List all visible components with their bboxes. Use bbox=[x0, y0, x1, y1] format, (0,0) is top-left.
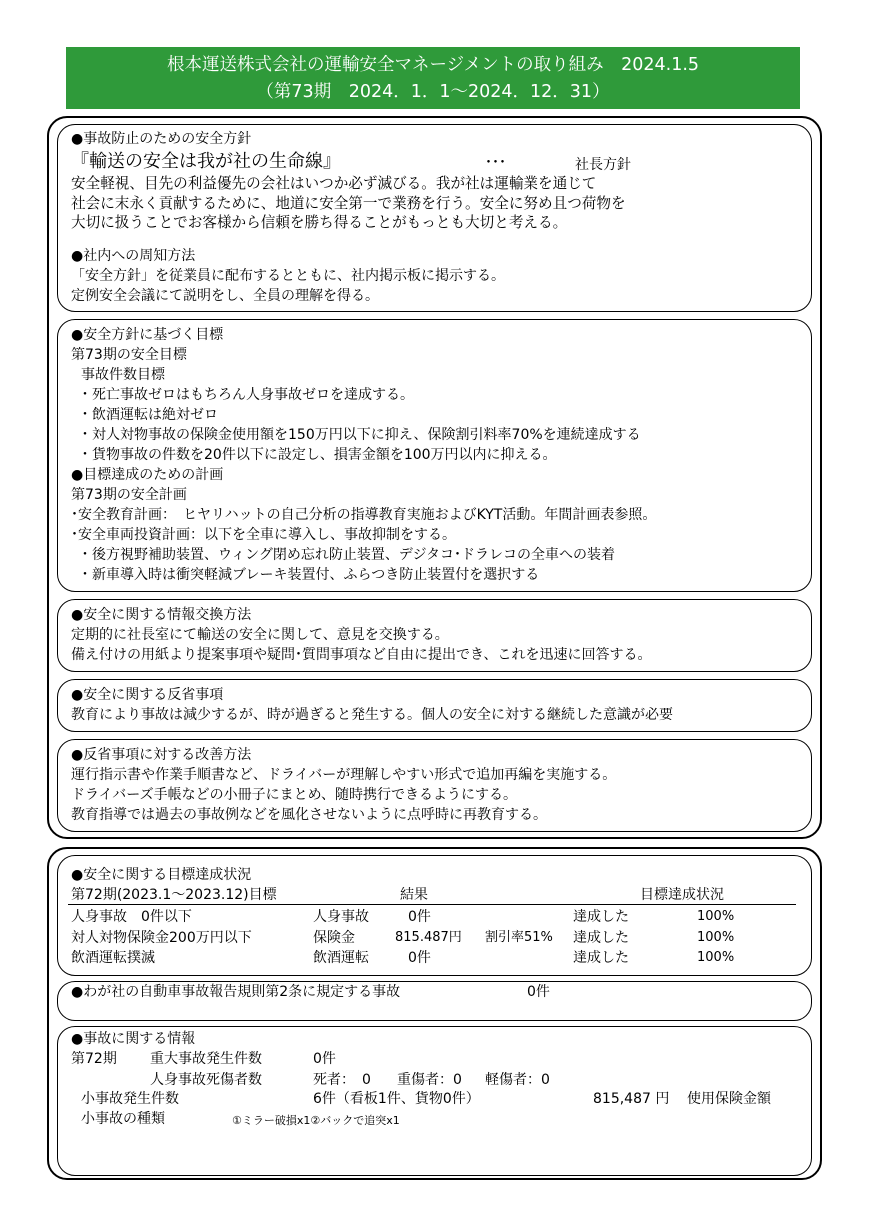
col-goal: 第72期(2023.1～2023.12)目標 bbox=[71, 887, 277, 903]
notify-line: 定例安全会議にて説明をし、全員の理解を得る。 bbox=[71, 288, 379, 304]
accident-period: 第72期 bbox=[71, 1051, 117, 1067]
casualty-label: 人身事故死傷者数 bbox=[150, 1072, 262, 1088]
row-pct: 100% bbox=[697, 950, 735, 965]
type-value: ①ミラー破損x1②バックで追突x1 bbox=[232, 1114, 400, 1127]
row-status: 達成した bbox=[573, 909, 629, 925]
row-status: 達成した bbox=[573, 930, 629, 946]
policy-line: 社会に末永く貢献するために、地道に安全第一で業務を行う。安全に努め且つ荷物を bbox=[71, 195, 626, 212]
table-underline bbox=[68, 904, 796, 905]
page-title: 根本運送株式会社の運輸安全マネージメントの取り組み 2024.1.5 bbox=[166, 55, 700, 75]
row-goal: 飲酒運転撲滅 bbox=[71, 950, 155, 966]
achievement-heading: ●安全に関する目標達成状況 bbox=[71, 867, 252, 883]
insurance-amount: 815,487 円 bbox=[593, 1091, 670, 1107]
major-label: 重大事故発生件数 bbox=[150, 1051, 262, 1067]
exchange-line: 定期的に社長室にて輸送の安全に関して、意見を交換する。 bbox=[71, 627, 449, 643]
row-goal: 対人対物保険金200万円以下 bbox=[71, 930, 252, 946]
row-result-extra: 割引率51% bbox=[485, 930, 553, 945]
plan-sub: 第73期の安全計画 bbox=[71, 487, 187, 503]
row-result-value: 815.487円 bbox=[395, 930, 462, 945]
report-rule-count: 0件 bbox=[527, 984, 550, 1000]
report-rule-text: ●わが社の自動車事故報告規則第2条に規定する事故 bbox=[71, 984, 401, 1000]
policy-line: 大切に扱うことでお客様から信頼を勝ち得ることがもっとも大切と考える。 bbox=[71, 214, 568, 231]
goals-sub: 第73期の安全目標 bbox=[71, 347, 187, 363]
col-status: 目標達成状況 bbox=[640, 887, 724, 903]
small-label: 小事故発生件数 bbox=[81, 1091, 179, 1107]
goal-item: ・飲酒運転は絶対ゼロ bbox=[78, 407, 218, 423]
goals-heading: ●安全方針に基づく目標 bbox=[71, 327, 224, 343]
plan-item: ･安全車両投資計画：以下を全車に導入し、事故抑制をする。 bbox=[71, 527, 456, 543]
policy-dots: ･･･ bbox=[485, 155, 506, 171]
row-result-value: 0件 bbox=[408, 909, 431, 925]
notify-line: 「安全方針」を従業員に配布するとともに、社内掲示板に掲示する。 bbox=[71, 268, 505, 284]
accident-heading: ●事故に関する情報 bbox=[71, 1031, 196, 1047]
row-pct: 100% bbox=[697, 909, 735, 924]
goal-item: ・対人対物事故の保険金使用額を150万円以下に抑え、保険割引料率70%を連続達成する bbox=[78, 427, 641, 443]
row-status: 達成した bbox=[573, 950, 629, 966]
type-label: 小事故の種類 bbox=[81, 1111, 165, 1127]
small-value: 6件（看板1件、貨物0件） bbox=[313, 1091, 480, 1107]
insurance-label: 使用保険金額 bbox=[687, 1091, 771, 1107]
serious-value: 重傷者：0 bbox=[397, 1072, 462, 1088]
header-banner bbox=[66, 47, 800, 109]
reflection-line: 教育により事故は減少するが、時が過ぎると発生する。個人の安全に対する継続した意識が必要 bbox=[71, 707, 673, 723]
period-label: （第73期 2024．1．1～2024．12．31） bbox=[256, 82, 610, 102]
policy-slogan: 『輸送の安全は我が社の生命線』 bbox=[71, 151, 341, 172]
policy-line: 安全軽視、目先の利益優先の会社はいつか必ず滅びる。我が社は運輸業を通じて bbox=[71, 175, 597, 192]
goal-item: ・貨物事故の件数を20件以下に設定し、損害金額を100万円以内に抑える。 bbox=[78, 447, 557, 463]
goal-item: ・死亡事故ゼロはもちろん人身事故ゼロを達成する。 bbox=[78, 387, 414, 403]
row-goal: 人身事故 0件以下 bbox=[71, 909, 192, 925]
exchange-heading: ●安全に関する情報交換方法 bbox=[71, 607, 252, 623]
improvement-line: 教育指導では過去の事故例などを風化させないように点呼時に再教育する。 bbox=[71, 807, 547, 823]
improvement-line: ドライバーズ手帳などの小冊子にまとめ、随時携行できるようにする。 bbox=[71, 787, 518, 803]
exchange-line: 備え付けの用紙より提案事項や疑問･質問事項など自由に提出でき、これを迅速に回答する。 bbox=[71, 647, 652, 663]
plan-item: ・後方視野補助装置、ウィング閉め忘れ防止装置、デジタコ･ドラレコの全車への装着 bbox=[78, 547, 616, 563]
improvement-heading: ●反省事項に対する改善方法 bbox=[71, 747, 252, 763]
plan-heading: ●目標達成のための計画 bbox=[71, 467, 224, 483]
plan-item: ・新車導入時は衝突軽減ブレーキ装置付、ふらつき防止装置付を選択する bbox=[78, 567, 540, 583]
improvement-line: 運行指示書や作業手順書など、ドライバーが理解しやすい形式で追加再編を実施する。 bbox=[71, 767, 617, 783]
major-value: 0件 bbox=[313, 1051, 336, 1067]
notify-heading: ●社内への周知方法 bbox=[71, 248, 196, 264]
col-result: 結果 bbox=[400, 887, 428, 903]
row-result-label: 飲酒運転 bbox=[313, 950, 369, 966]
plan-item: ･安全教育計画： ヒヤリハットの自己分析の指導教育実施およびKYT活動。年間計画表参照。 bbox=[71, 507, 657, 523]
goals-sub2: 事故件数目標 bbox=[81, 367, 165, 383]
deaths-value: 死者： 0 bbox=[313, 1072, 371, 1088]
row-result-label: 人身事故 bbox=[313, 909, 369, 925]
minor-value: 軽傷者：0 bbox=[485, 1072, 550, 1088]
row-result-label: 保険金 bbox=[313, 930, 355, 946]
policy-attribution: 社長方針 bbox=[575, 157, 631, 173]
policy-heading: ●事故防止のための安全方針 bbox=[71, 131, 252, 147]
row-result-value: 0件 bbox=[408, 950, 431, 966]
row-pct: 100% bbox=[697, 930, 735, 945]
reflection-heading: ●安全に関する反省事項 bbox=[71, 687, 224, 703]
